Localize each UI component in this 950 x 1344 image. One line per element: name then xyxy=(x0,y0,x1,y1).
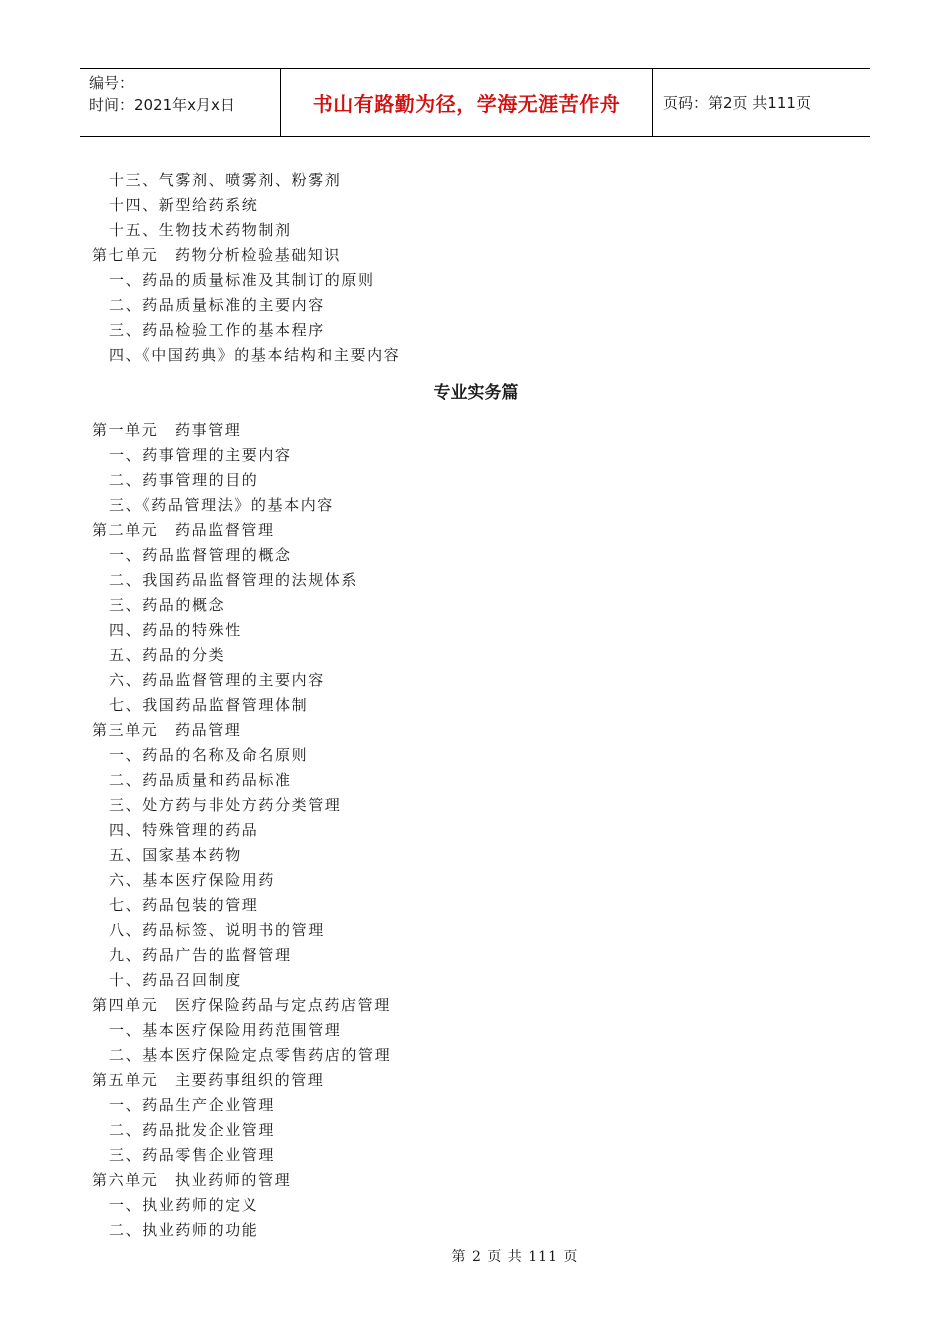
page-footer: 第 2 页 共 111 页 xyxy=(451,1249,579,1265)
outline-item: 二、我国药品监督管理的法规体系 xyxy=(109,571,359,589)
section-title: 专业实务篇 xyxy=(433,383,519,403)
outline-item: 五、国家基本药物 xyxy=(109,846,242,864)
unit-heading: 第七单元 药物分析检验基础知识 xyxy=(92,246,342,264)
outline-item: 一、药品监督管理的概念 xyxy=(109,546,292,564)
outline-item: 二、执业药师的功能 xyxy=(109,1221,259,1239)
outline-item: 六、药品监督管理的主要内容 xyxy=(109,671,325,689)
outline-item: 六、基本医疗保险用药 xyxy=(109,871,276,889)
outline-item: 十四、新型给药系统 xyxy=(109,196,259,214)
outline-item: 三、《药品管理法》的基本内容 xyxy=(109,496,334,514)
outline-item: 二、药品质量和药品标准 xyxy=(109,771,292,789)
outline-item: 二、药事管理的目的 xyxy=(109,471,259,489)
unit-heading: 第一单元 药事管理 xyxy=(92,421,242,439)
outline-item: 五、药品的分类 xyxy=(109,646,226,664)
outline-item: 四、特殊管理的药品 xyxy=(109,821,259,839)
unit-heading: 第三单元 药品管理 xyxy=(92,721,242,739)
outline-item: 一、药品的质量标准及其制订的原则 xyxy=(109,271,375,289)
unit-heading: 第五单元 主要药事组织的管理 xyxy=(92,1071,325,1089)
outline-item: 二、基本医疗保险定点零售药店的管理 xyxy=(109,1046,392,1064)
outline-item: 三、药品零售企业管理 xyxy=(109,1146,276,1164)
outline-item: 三、药品检验工作的基本程序 xyxy=(109,321,325,339)
outline-item: 四、药品的特殊性 xyxy=(109,621,242,639)
page-header xyxy=(80,68,870,137)
header-meta xyxy=(80,69,281,136)
document-date: 时间：2021年x月x日 xyxy=(89,96,235,114)
outline-content xyxy=(92,168,852,1243)
header-page-info: 页码：第2页 共111页 xyxy=(663,94,811,112)
outline-list-before xyxy=(92,168,852,368)
outline-item: 四、《中国药典》的基本结构和主要内容 xyxy=(109,346,401,364)
outline-item: 八、药品标签、说明书的管理 xyxy=(109,921,325,939)
outline-item: 二、药品质量标准的主要内容 xyxy=(109,296,325,314)
unit-heading: 第六单元 执业药师的管理 xyxy=(92,1171,292,1189)
unit-heading: 第二单元 药品监督管理 xyxy=(92,521,275,539)
outline-item: 三、药品的概念 xyxy=(109,596,226,614)
outline-item: 一、药品生产企业管理 xyxy=(109,1096,276,1114)
outline-item: 一、药品的名称及命名原则 xyxy=(109,746,309,764)
outline-item: 二、药品批发企业管理 xyxy=(109,1121,276,1139)
document-number-label: 编号： xyxy=(89,74,135,92)
outline-list-after xyxy=(92,418,852,1243)
outline-item: 七、药品包装的管理 xyxy=(109,896,259,914)
outline-item: 一、药事管理的主要内容 xyxy=(109,446,292,464)
outline-item: 一、执业药师的定义 xyxy=(109,1196,259,1214)
outline-item: 七、我国药品监督管理体制 xyxy=(109,696,309,714)
outline-item: 十五、生物技术药物制剂 xyxy=(109,221,292,239)
header-motto: 书山有路勤为径，学海无涯苦作舟 xyxy=(312,92,621,116)
outline-item: 三、处方药与非处方药分类管理 xyxy=(109,796,342,814)
outline-item: 十三、气雾剂、喷雾剂、粉雾剂 xyxy=(109,171,342,189)
outline-item: 一、基本医疗保险用药范围管理 xyxy=(109,1021,342,1039)
outline-item: 九、药品广告的监督管理 xyxy=(109,946,292,964)
header-motto-cell xyxy=(281,69,653,136)
header-page-info-cell xyxy=(653,69,870,136)
outline-item: 十、药品召回制度 xyxy=(109,971,242,989)
unit-heading: 第四单元 医疗保险药品与定点药店管理 xyxy=(92,996,391,1014)
